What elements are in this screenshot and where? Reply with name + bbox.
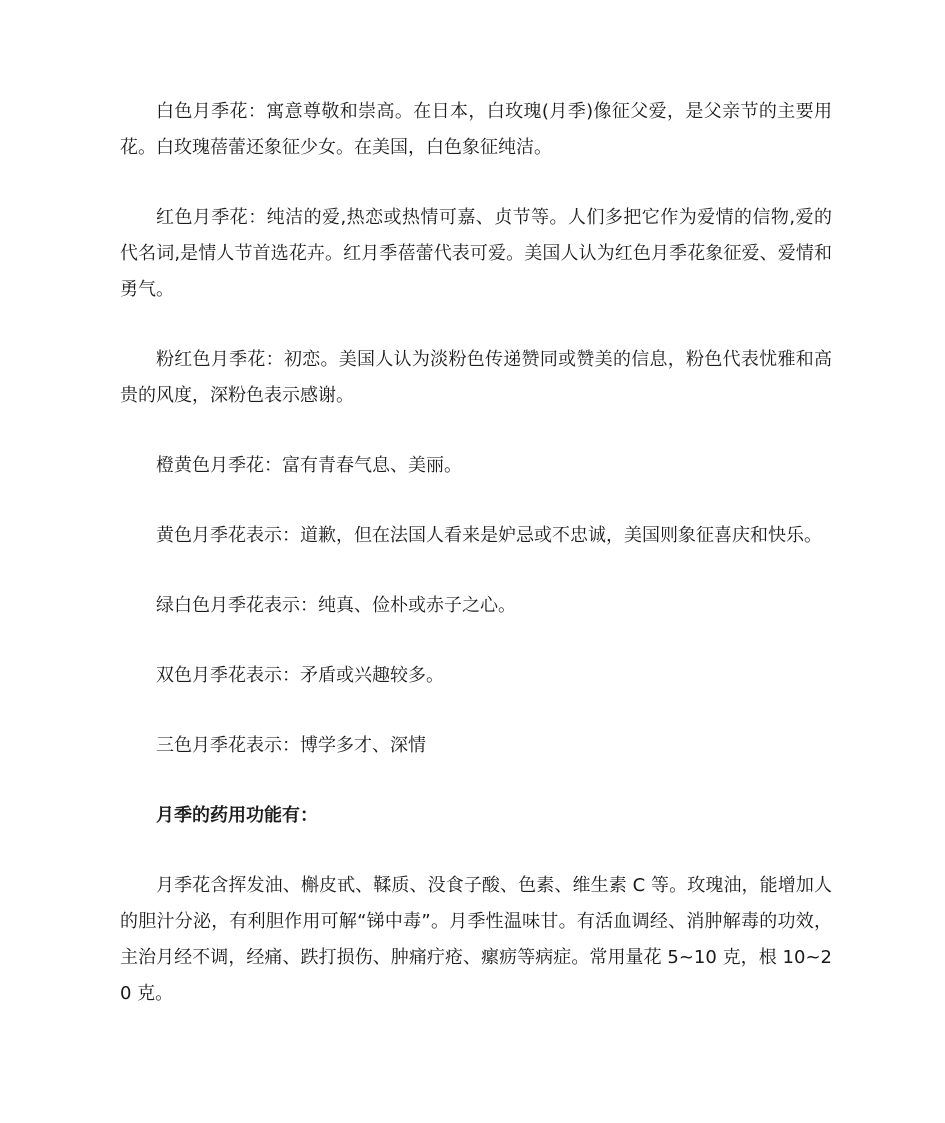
paragraph-white-rose: 白色月季花：寓意尊敬和崇高。在日本，白玫瑰(月季)像征父爱，是父亲节的主要用花。白玫瑰蓓蕾还象征少女。在美国，白色象征纯洁。 <box>120 101 832 158</box>
paragraph-pink-rose: 粉红色月季花：初恋。美国人认为淡粉色传递赞同或赞美的信息，粉色代表忧雅和高贵的风度，深粉色表示感谢。 <box>120 349 832 406</box>
medicinal-heading: 月季的药用功能有： <box>156 805 318 826</box>
document-page <box>120 94 832 1012</box>
paragraph-red-rose: 红色月季花：纯洁的爱,热恋或热情可嘉、贞节等。人们多把它作为爱情的信物,爱的代名词,是情人节首选花卉。红月季蓓蕾代表可爱。美国人认为红色月季花象征爱、爱情和勇气。 <box>120 207 832 300</box>
paragraph-yellow-rose: 黄色月季花表示：道歉，但在法国人看来是妒忌或不忠诚，美国则象征喜庆和快乐。 <box>156 525 822 546</box>
paragraph-bicolor-rose: 双色月季花表示：矛盾或兴趣较多。 <box>156 665 444 686</box>
paragraph-tricolor-rose: 三色月季花表示：博学多才、深情 <box>156 735 426 756</box>
paragraph-green-white-rose: 绿白色月季花表示：纯真、俭朴或赤子之心。 <box>156 595 516 616</box>
paragraph-medicinal-body: 月季花含挥发油、槲皮甙、鞣质、没食子酸、色素、维生素 C 等。玫瑰油，能增加人的胆汁分泌，有利胆作用可解“锑中毒”。月季性温味甘。有活血调经、消肿解毒的功效，主治月经不调，经痛、跌打损伤、肿痛疔疮、瘰疬等病症。常用量花 5~10 克，根 10~20 克。 <box>120 875 832 1004</box>
paragraph-orange-rose: 橙黄色月季花：富有青春气息、美丽。 <box>156 455 462 476</box>
